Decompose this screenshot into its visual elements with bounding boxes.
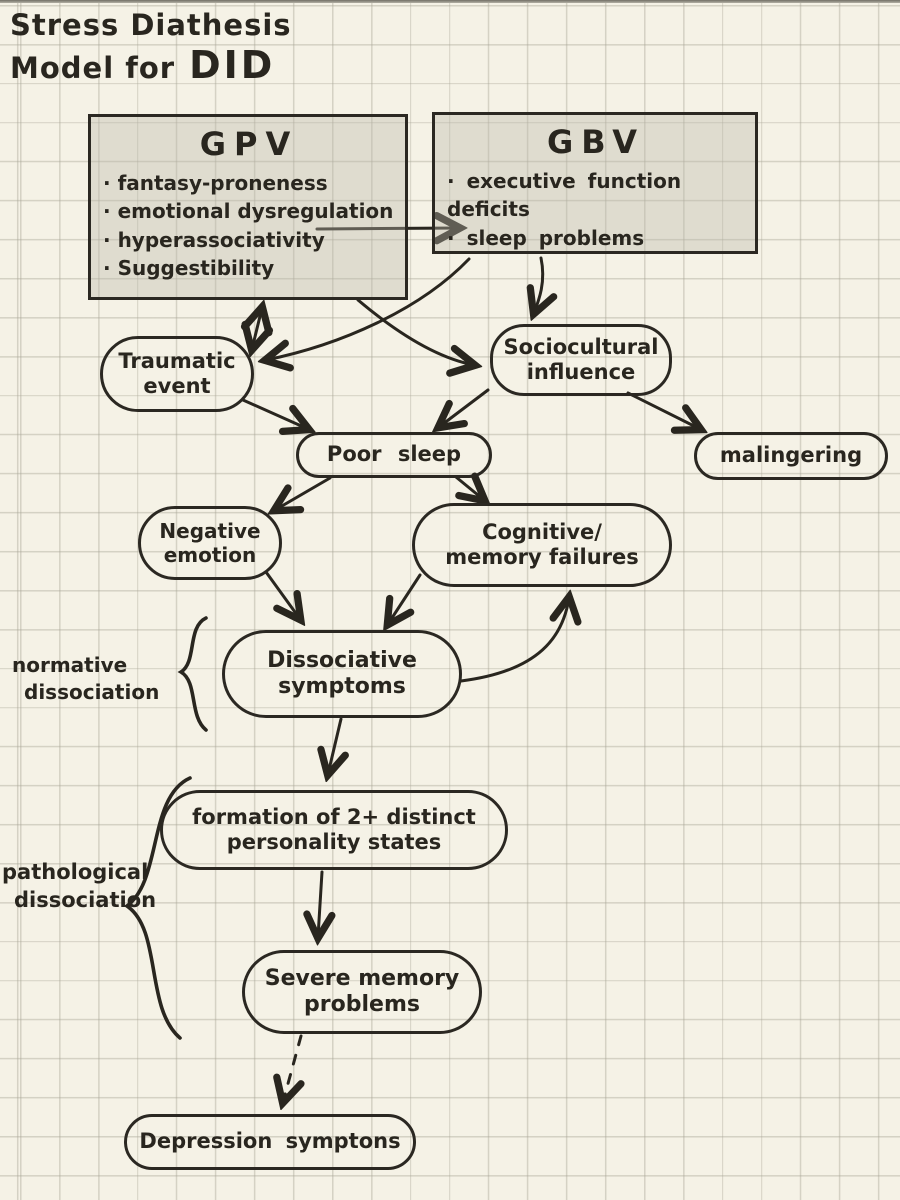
title-line2: Model for: [10, 50, 176, 85]
node-label: symptoms: [278, 674, 406, 699]
arrow-gbv-to-sociocultural-influence: [534, 258, 543, 313]
gpv-item: · fantasy-proneness: [103, 169, 395, 197]
gpv-item: · Suggestibility: [103, 254, 395, 282]
page-title: [10, 8, 292, 88]
node-cognitive-memory-failures: [412, 503, 672, 587]
title-acronym: DID: [189, 42, 276, 87]
node-label: Severe memory: [264, 965, 460, 991]
node-negative-emotion: [138, 506, 282, 580]
arrow-dissociative-to-formation: [328, 719, 341, 774]
gpv-item-list: [103, 169, 395, 283]
node-label: memory failures: [445, 545, 639, 569]
label-normative-dissociation: [12, 652, 159, 706]
node-label: Traumatic: [118, 348, 236, 373]
node-label: problems: [304, 992, 420, 1017]
arrow-severe-memory-to-depression-dashed: [283, 1036, 301, 1102]
gpv-box: [88, 114, 408, 300]
node-poor-sleep: [296, 432, 492, 478]
arrow-dissociative-to-cognitive-feedback: [461, 598, 569, 681]
arrow-negative-emotion-to-dissociative: [266, 572, 300, 619]
arrow-sociocultural-to-poor-sleep: [439, 390, 488, 427]
node-label: Sociocultural: [503, 334, 659, 359]
node-formation-personality-states: [160, 790, 508, 870]
node-label: malingering: [719, 443, 863, 468]
gpv-item: · emotional dysregulation: [103, 197, 395, 225]
node-label: Negative: [159, 519, 261, 543]
arrow-formation-to-severe-memory: [318, 872, 322, 937]
node-label: Depression symptons: [139, 1129, 401, 1154]
node-sociocultural-influence: [490, 324, 672, 396]
gpv-item: · hyperassociativity: [103, 226, 395, 254]
node-label: emotion: [163, 543, 257, 567]
gbv-title: GBV: [546, 123, 646, 161]
node-malingering: [694, 432, 888, 480]
side-label-line: dissociation: [24, 680, 160, 704]
side-label-line: pathological: [2, 860, 149, 884]
node-severe-memory-problems: [242, 950, 482, 1034]
label-pathological-dissociation: [2, 858, 156, 915]
node-label: event: [143, 374, 211, 398]
node-label: Poor sleep: [326, 442, 462, 467]
node-label: personality states: [226, 830, 442, 854]
node-label: influence: [526, 360, 636, 384]
arrow-gpv-to-sociocultural-influence: [358, 300, 474, 365]
gbv-item: · sleep problems: [447, 224, 745, 252]
gpv-title: GPV: [199, 125, 299, 163]
gbv-item: · executive function deficits: [447, 167, 745, 224]
node-label: Dissociative: [267, 647, 417, 673]
node-depression-symptoms: [124, 1114, 416, 1170]
photo-top-edge: [0, 0, 900, 3]
gbv-box: [432, 112, 758, 254]
node-label: formation of 2+ distinct: [192, 804, 476, 829]
node-traumatic-event: [100, 336, 254, 412]
arrow-gpv-traumatic-event-bidirectional: [252, 308, 262, 349]
arrow-sociocultural-to-malingering: [628, 393, 700, 429]
arrow-poor-sleep-to-cognitive-failures: [456, 477, 484, 500]
arrow-traumatic-event-to-poor-sleep: [243, 400, 308, 429]
arrow-poor-sleep-to-negative-emotion: [275, 478, 330, 510]
side-label-line: dissociation: [14, 888, 157, 913]
side-label-line: normative: [12, 653, 128, 677]
node-dissociative-symptoms: [222, 630, 462, 718]
title-line1: Stress Diathesis: [10, 8, 292, 42]
node-label: Cognitive/: [482, 519, 602, 544]
gbv-item-list: [447, 167, 745, 252]
normative-dissociation-brace: [181, 618, 206, 730]
arrow-cognitive-failures-to-dissociative: [388, 575, 420, 624]
